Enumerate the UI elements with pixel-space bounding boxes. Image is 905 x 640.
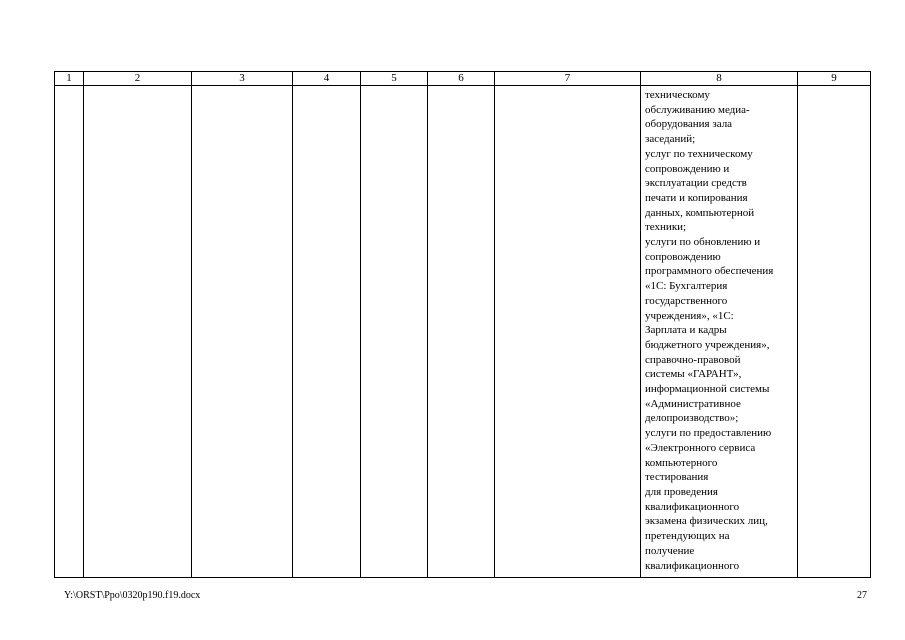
cell-col-8-line: услуги по обновлению и [645,236,761,249]
cell-col-8-line: учреждения», «1С: [645,309,734,322]
header-col-7: 7 [495,72,641,86]
header-col-3: 3 [192,72,293,86]
cell-col-8-line: квалификационного [645,500,740,513]
cell-col-8-line: «Административное [645,397,741,410]
cell-col-9 [798,86,871,578]
cell-col-8-line: программного обеспечения [645,265,774,278]
cell-col-8-line: бюджетного учреждения», [645,338,770,351]
header-col-5: 5 [361,72,428,86]
cell-col-5 [361,86,428,578]
cell-col-8-line: обслуживанию медиа- [645,103,750,116]
cell-col-8-line: услуги по предоставлению [645,427,772,440]
cell-col-8-text [641,86,797,573]
cell-col-8-line: данных, компьютерной [645,206,755,219]
cell-col-8 [641,86,798,578]
cell-col-2 [84,86,192,578]
cell-col-7 [495,86,641,578]
header-col-1: 1 [55,72,84,86]
cell-col-8-line: государственного [645,294,728,307]
cell-col-8-line: техническому [645,89,710,101]
cell-col-1 [55,86,84,578]
table-header-row [55,72,871,86]
cell-col-8-line: делопроизводство»; [645,412,739,425]
cell-col-4 [293,86,361,578]
header-col-4: 4 [293,72,361,86]
cell-col-8-line: «Электронного сервиса [645,441,756,454]
cell-col-8-line: экзамена физических лиц, [645,515,768,528]
cell-col-8-line: тестирования [645,471,709,484]
document-table [54,71,871,578]
header-col-2: 2 [84,72,192,86]
cell-col-8-line: «1С: Бухгалтерия [645,280,728,293]
header-col-8: 8 [641,72,798,86]
header-col-9: 9 [798,72,871,86]
cell-col-8-line: сопровождению [645,250,721,263]
cell-col-8-line: получение [645,544,695,557]
cell-col-8-line: печати и копирования [645,191,748,204]
cell-col-8-line: эксплуатации средств [645,177,747,190]
table-row [55,86,871,578]
cell-col-8-line: претендующих на [645,530,730,543]
cell-col-8-line: квалификационного [645,559,740,572]
cell-col-8-line: Зарплата и кадры [645,324,727,337]
cell-col-8-line: заседаний; [645,133,696,146]
page-number: 27 [857,590,867,601]
cell-col-8-line: техники; [645,221,687,234]
cell-col-3 [192,86,293,578]
cell-col-6 [428,86,495,578]
cell-col-8-line: услуг по техническому [645,147,753,160]
cell-col-8-line: компьютерного [645,456,718,469]
cell-col-8-line: оборудования зала [645,118,733,131]
cell-col-8-line: системы «ГАРАНТ», [645,368,742,381]
cell-col-8-line: справочно-правовой [645,353,741,366]
cell-col-8-line: информационной системы [645,383,770,396]
header-col-6: 6 [428,72,495,86]
footer-file-path: Y:\ORST\Ppo\0320p190.f19.docx [64,590,201,601]
cell-col-8-line: сопровождению и [645,162,730,175]
cell-col-8-line: для проведения [645,485,718,498]
